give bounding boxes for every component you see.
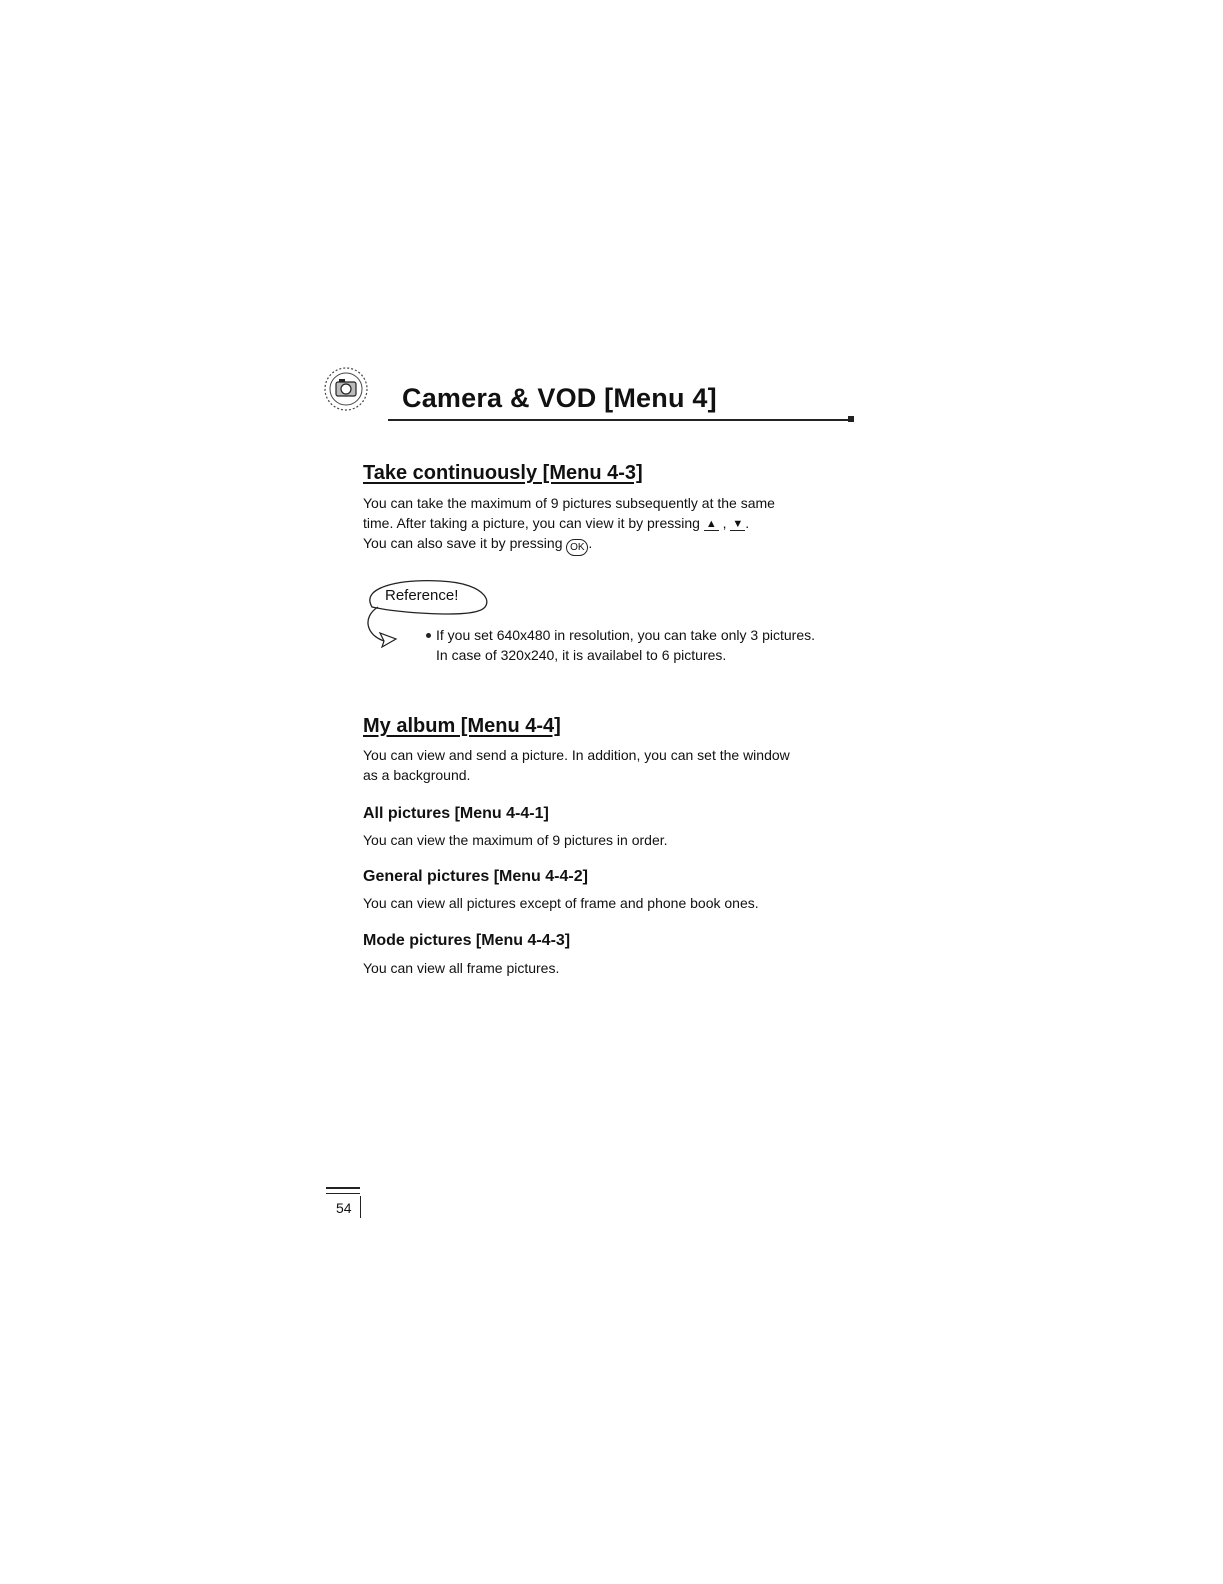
camera-menu-icon bbox=[322, 365, 370, 413]
page-number: 54 bbox=[336, 1200, 352, 1216]
section-heading-take-continuously: Take continuously [Menu 4-3] bbox=[363, 462, 643, 484]
mode-pictures-text: You can view all frame pictures. bbox=[363, 960, 560, 976]
chapter-title: Camera & VOD [Menu 4] bbox=[402, 383, 717, 413]
page-number-tick bbox=[360, 1196, 361, 1218]
reference-label: Reference! bbox=[385, 587, 459, 604]
take-continuously-line-1: You can take the maximum of 9 pictures subsequently at the same bbox=[363, 495, 775, 511]
my-album-text: You can view and send a picture. In addition, you can set the window as a background. bbox=[363, 747, 790, 783]
page-number-bar bbox=[326, 1187, 360, 1194]
reference-bullet-text: If you set 640x480 in resolution, you can take only 3 pictures. In case of 320x240, it is availabel to 6 pictures. bbox=[436, 627, 816, 663]
take-continuously-line-3: You can also save it by pressing bbox=[363, 535, 563, 551]
chapter-rule bbox=[388, 419, 850, 421]
all-pictures-text: You can view the maximum of 9 pictures in order. bbox=[363, 832, 668, 848]
bullet-icon bbox=[426, 633, 431, 638]
subsection-heading-mode-pictures: Mode pictures [Menu 4-4-3] bbox=[363, 932, 571, 949]
up-key-icon: ▲ bbox=[705, 518, 717, 530]
ok-key-icon: OK bbox=[566, 539, 588, 556]
subsection-heading-all-pictures: All pictures [Menu 4-4-1] bbox=[363, 805, 549, 822]
down-key-icon: ▼ bbox=[732, 518, 744, 530]
take-continuously-line-2: time. After taking a picture, you can view it by pressing bbox=[363, 515, 700, 531]
general-pictures-text: You can view all pictures except of frame and phone book ones. bbox=[363, 895, 759, 911]
section-heading-my-album: My album [Menu 4-4] bbox=[363, 715, 561, 737]
take-continuously-text: You can take the maximum of 9 pictures subsequently at the same time. After taking a picture, you can view it by pressing ▲ , ▼ . You can also save it by pressing OK . bbox=[363, 493, 853, 556]
subsection-heading-general-pictures: General pictures [Menu 4-4-2] bbox=[363, 868, 588, 885]
chapter-rule-end bbox=[848, 416, 854, 422]
